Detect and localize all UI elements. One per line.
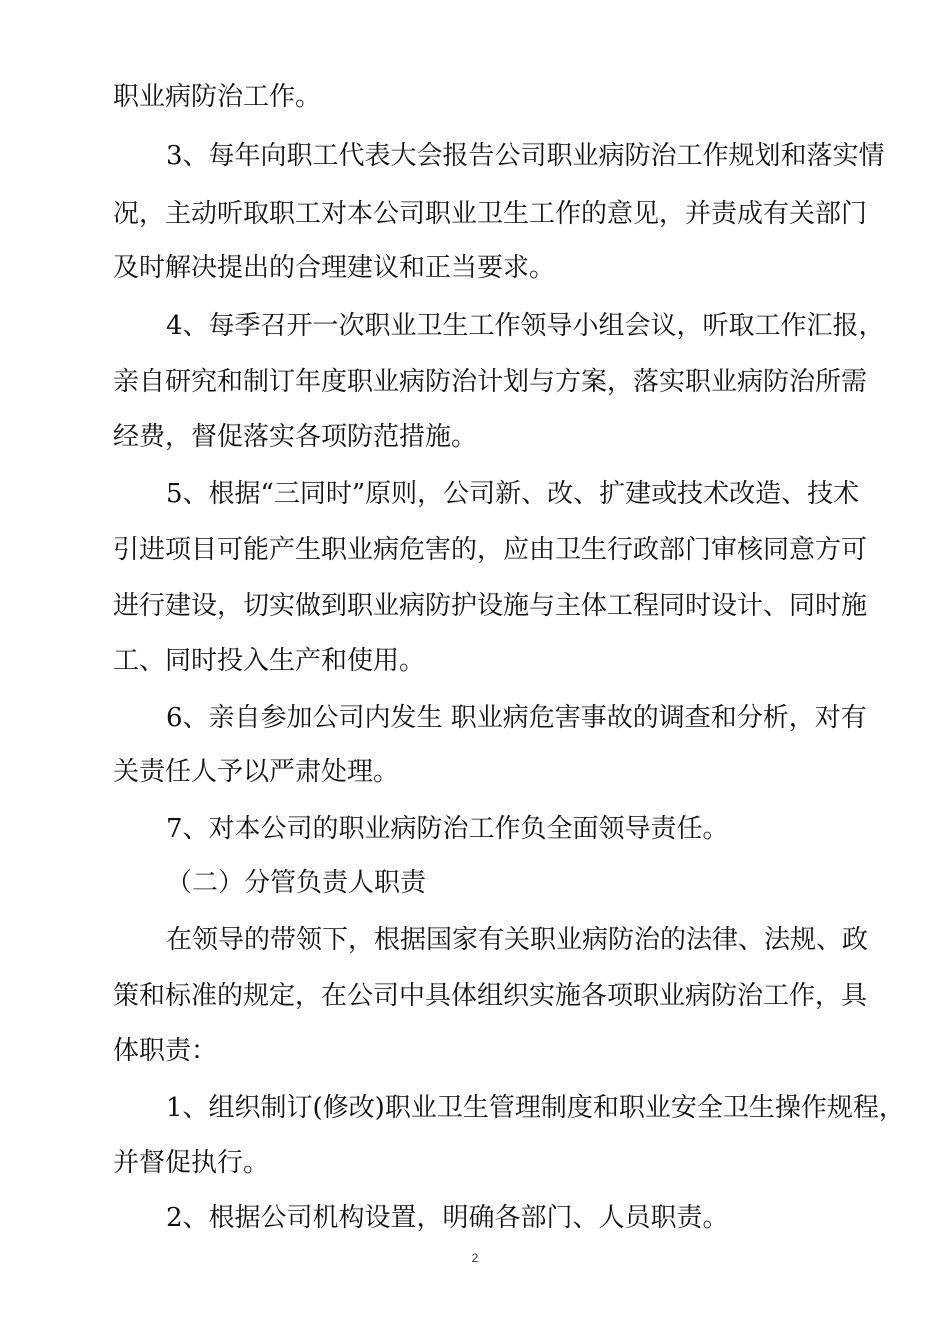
text-line: 况，主动听取职工对本公司职业卫生工作的意见，并责成有关部门 xyxy=(113,199,868,229)
page-number: 2 xyxy=(471,1251,479,1265)
text-line: 3、每年向职工代表大会报告公司职业病防治工作规划和落实情 xyxy=(166,141,885,171)
text-line: 5、根据“三同时”原则，公司新、改、扩建或技术改造、技术 xyxy=(166,479,860,509)
text-line: 1、组织制订(修改)职业卫生管理制度和职业安全卫生操作规程， xyxy=(166,1093,905,1123)
text-line: 并督促执行。 xyxy=(113,1148,270,1178)
text-line: 6、亲自参加公司内发生 职业病危害事故的调查和分析，对有 xyxy=(166,703,867,733)
text-line: 亲自研究和制订年度职业病防治计划与方案，落实职业病防治所需 xyxy=(113,367,868,397)
text-line: 4、每季召开一次职业卫生工作领导小组会议，听取工作汇报， xyxy=(166,311,885,341)
text-line: 经费，督促落实各项防范措施。 xyxy=(113,422,478,452)
text-line: 工、同时投入生产和使用。 xyxy=(113,646,426,676)
text-line: 职业病防治工作。 xyxy=(113,82,322,112)
text-line: 引进项目可能产生职业病危害的，应由卫生行政部门审核同意方可 xyxy=(113,535,868,565)
text-line: 体职责： xyxy=(113,1036,218,1066)
text-line: 在领导的带领下，根据国家有关职业病防治的法律、法规、政 xyxy=(166,925,869,955)
section-heading: （二）分管负责人职责 xyxy=(166,868,427,898)
text-line: 及时解决提出的合理建议和正当要求。 xyxy=(113,253,556,283)
text-line: 7、对本公司的职业病防治工作负全面领导责任。 xyxy=(166,814,729,844)
text-line: 关责任人予以严肃处理。 xyxy=(113,757,400,787)
text-line: 策和标准的规定，在公司中具体组织实施各项职业病防治工作，具 xyxy=(113,981,868,1011)
text-line: 进行建设，切实做到职业病防护设施与主体工程同时设计、同时施 xyxy=(113,591,868,621)
text-line: 2、根据公司机构设置，明确各部门、人员职责。 xyxy=(166,1203,729,1233)
